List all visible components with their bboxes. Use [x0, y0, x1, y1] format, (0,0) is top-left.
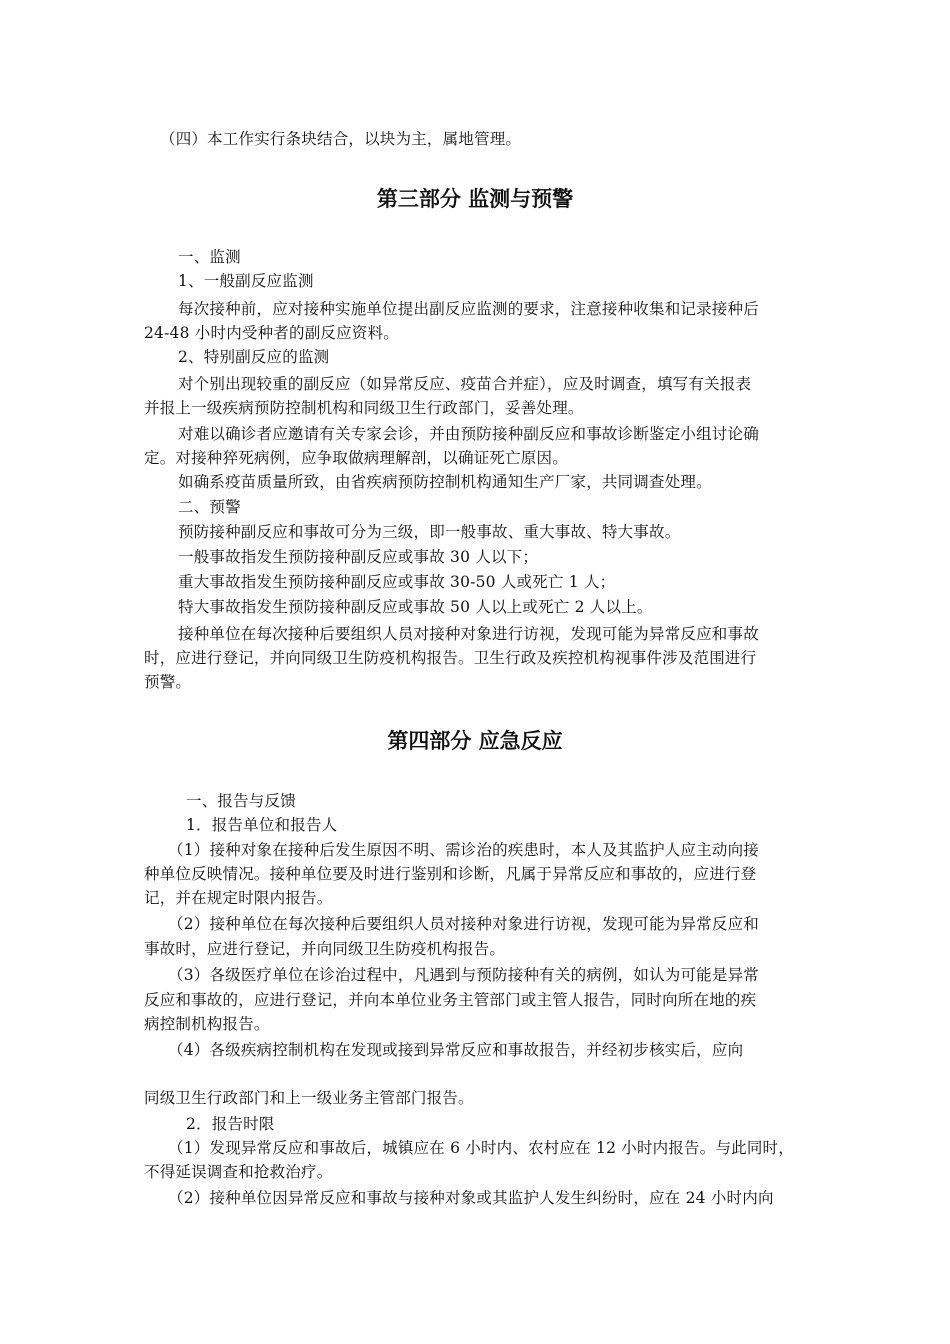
part3-line: 对难以确诊者应邀请有关专家会诊，并由预防接种副反应和事故诊断鉴定小组讨论确: [178, 425, 759, 443]
part4-line: 2．报告时限: [186, 1115, 275, 1133]
part3-line: 特大事故指发生预防接种副反应或事故 50 人以上或死亡 2 人以上。: [178, 598, 653, 616]
part4-line: 同级卫生行政部门和上一级业务主管部门报告。: [144, 1089, 474, 1107]
part4-line: 记，并在规定时限内报告。: [144, 889, 333, 907]
part4-line: 1．报告单位和报告人: [186, 816, 338, 834]
part4-line: 反应和事故的，应进行登记，并向本单位业务主管部门或主管人报告，同时向所在地的疾: [144, 991, 757, 1009]
part4-line: （2）接种单位在每次接种后要组织人员对接种对象进行访视，发现可能为异常反应和: [168, 915, 759, 933]
paragraph-item-4: （四）本工作实行条块结合，以块为主，属地管理。: [160, 130, 522, 148]
part3-line: 每次接种前，应对接种实施单位提出副反应监测的要求，注意接种收集和记录接种后: [178, 300, 759, 318]
part3-line: 24-48 小时内受种者的副反应资料。: [144, 324, 399, 342]
part4-line: 事故时，应进行登记，并向同级卫生防疫机构报告。: [144, 940, 506, 958]
part4-line: （1）发现异常反应和事故后，城镇应在 6 小时内、农村应在 12 小时内报告。与此同时，: [168, 1139, 794, 1157]
part4-line: 一、报告与反馈: [186, 792, 296, 810]
part3-line: 预警。: [144, 673, 192, 691]
part3-line: 一、监测: [178, 248, 241, 266]
part3-line: 定。对接种猝死病例，应争取做病理解剖，以确证死亡原因。: [144, 449, 568, 467]
part3-line: 对个别出现较重的副反应（如异常反应、疫苗合并症），应及时调查，填写有关报表: [178, 375, 752, 393]
part3-line: 二、预警: [178, 498, 241, 516]
part4-line: （2）接种单位因异常反应和事故与接种对象或其监护人发生纠纷时，应在 24 小时内向: [168, 1189, 774, 1207]
part3-line: 2、特别副反应的监测: [178, 348, 330, 366]
part4-line: 种单位反映情况。接种单位要及时进行鉴别和诊断，凡属于异常反应和事故的，应进行登: [144, 865, 757, 883]
part4-line: 病控制机构报告。: [144, 1015, 270, 1033]
part3-heading: 第三部分 监测与预警: [376, 187, 574, 211]
part3-line: 一般事故指发生预防接种副反应或事故 30 人以下；: [178, 548, 539, 566]
part3-line: 预防接种副反应和事故可分为三级，即一般事故、重大事故、特大事故。: [178, 523, 681, 541]
part3-line: 1、一般副反应监测: [178, 272, 314, 290]
part4-heading: 第四部分 应急反应: [387, 729, 563, 753]
part4-line: 不得延误调查和抢救治疗。: [144, 1163, 333, 1181]
part4-line: （4）各级疾病控制机构在发现或接到异常反应和事故报告，并经初步核实后，应向: [168, 1041, 744, 1059]
part4-line: （3）各级医疗单位在诊治过程中，凡遇到与预防接种有关的病例，如认为可能是异常: [168, 966, 759, 984]
part3-line: 时，应进行登记，并向同级卫生防疫机构报告。卫生行政及疾控机构视事件涉及范围进行: [144, 649, 757, 667]
part3-line: 接种单位在每次接种后要组织人员对接种对象进行访视，发现可能为异常反应和事故: [178, 625, 759, 643]
part4-line: （1）接种对象在接种后发生原因不明、需诊治的疾患时，本人及其监护人应主动向接: [168, 841, 759, 859]
part3-line: 并报上一级疾病预防控制机构和同级卫生行政部门，妥善处理。: [144, 399, 584, 417]
part3-line: 重大事故指发生预防接种副反应或事故 30-50 人或死亡 1 人；: [178, 573, 616, 591]
part3-line: 如确系疫苗质量所致，由省疾病预防控制机构通知生产厂家，共同调查处理。: [178, 473, 712, 491]
